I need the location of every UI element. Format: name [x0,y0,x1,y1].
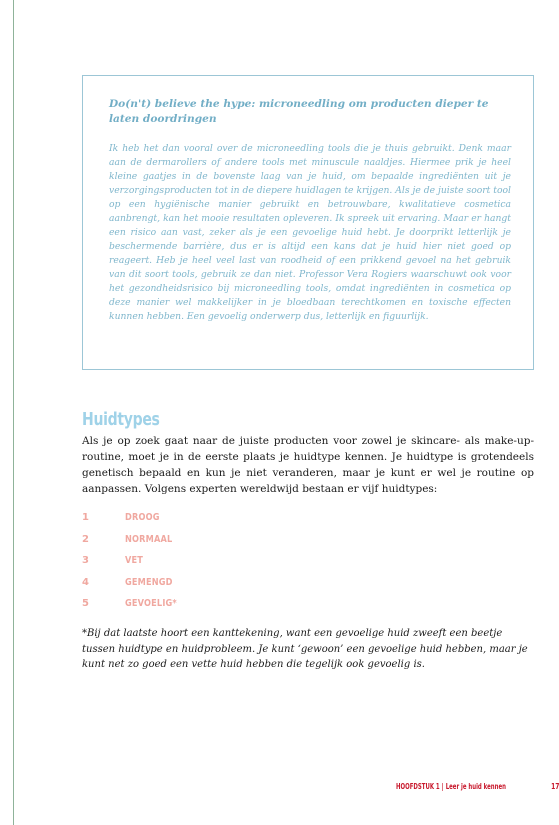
list-item-number: 3 [82,555,89,567]
page-number: 17 [550,782,559,791]
section-title: Huidtypes [82,408,160,430]
callout-title: Do(n't) believe the hype: microneedling om producten dieper te laten doordringen [109,98,489,125]
skin-type-list [82,507,382,615]
list-item-label: VET [125,555,144,567]
list-item-number: 2 [82,533,89,545]
list-item-label: DROOG [125,512,160,524]
footer-chapter: HOOFDSTUK 1 [396,782,440,791]
list-item-label: NORMAAL [125,533,173,545]
list-item-number: 1 [82,512,89,524]
footer-separator: | [441,782,444,791]
list-item [82,550,382,572]
list-item [82,593,382,615]
list-item-label: GEMENGD [125,576,173,588]
list-item [82,572,382,594]
list-item [82,529,382,551]
page-margin-line [13,0,14,825]
list-item [82,507,382,529]
callout-box [82,75,534,370]
footer-chapter-title: Leer je huid kennen [445,782,506,791]
list-item-number: 5 [82,598,89,610]
running-footer [396,782,506,791]
page-footer [396,782,559,791]
footnote: *Bij dat laatste hoort een kanttekening, want een gevoelige huid zweeft een beetje tussen huidtype en huidprobleem. Je kunt ‘gewoon’ een gevoelige huid hebben, maar je kunt net zo goed een vette huid hebben die tegelijk ook gevoelig is. [82,628,528,670]
intro-paragraph: Als je op zoek gaat naar de juiste producten voor zowel je skincare- als make-up-routine, moet je in de eerste plaats je huidtype kennen. Je huidtype is grotendeels genetisch bepaald en kun je niet veranderen, maar je kunt er wel je routine op aanpassen. Volgens experten wereldwijd bestaan er vijf huidtypes: [82,435,534,495]
list-item-number: 4 [82,576,89,588]
list-item-label: GEVOELIG* [125,598,177,610]
callout-body: Ik heb het dan vooral over de microneedling tools die je thuis gebruikt. Denk maar aan de dermarollers of andere tools met minuscule naaldjes. Hiermee prik je heel kleine gaatjes in de bovenste laag van je huid, om bepaalde ingrediënten uit je verzorgingsproducten tot in de diepere huidlagen te krijgen. Als je de juiste soort tool op een hygiënische manier gebruikt en betrouwbare, kwalitatieve cosmetica aanbrengt, kan het mooie resultaten opleveren. Ik spreek uit ervaring. Maar er hangt een risico aan vast, zeker als je een gevoelige huid hebt. Je doorprikt letterlijk je beschermende barrière, dus er is altijd een kans dat je huid hier niet goed op reageert. Heb je heel veel last van roodheid of een prikkend gevoel na het gebruik van dit soort tools, gebruik ze dan niet. Professor Vera Rogiers waarschuwt ook voor het gezondheidsrisico bij microneedling tools, omdat ingrediënten in cosmetica op deze manier wel makkelijker in je bloedbaan terechtkomen en toxische effecten kunnen hebben. Een gevoelig onderwerp dus, letterlijk en figuurlijk. [109,143,511,322]
